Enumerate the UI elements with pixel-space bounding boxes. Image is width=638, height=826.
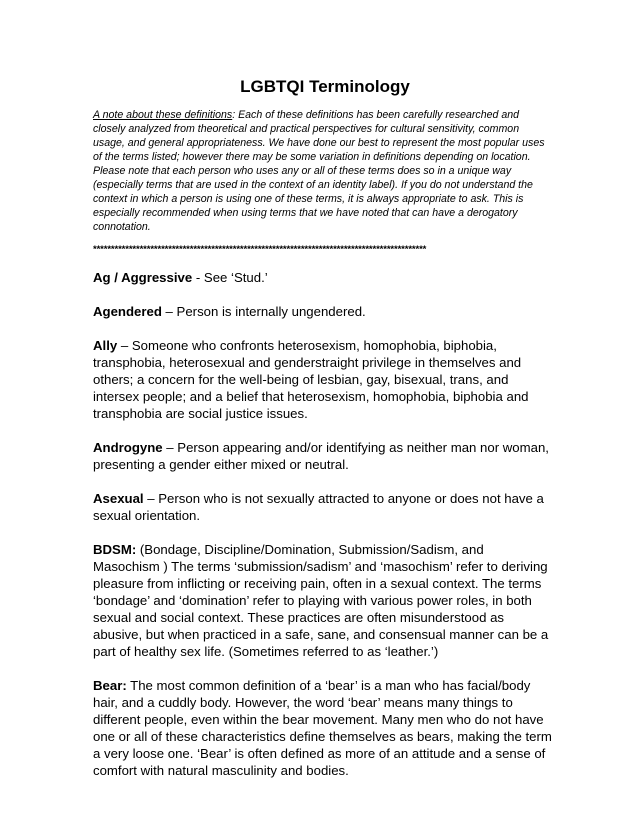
term-definition: – Person who is not sexually attracted to anyone or does not have a sexual orientation. [93, 491, 544, 523]
term-name: Bear: [93, 678, 127, 693]
term-definition: The most common definition of a ‘bear’ is a man who has facial/body hair, and a cuddly body. However, the word ‘bear’ means many things to different people, even within the bear movement. Many men who do not have one or all of these characteristics define themselves as bears, making the term a very loose one. ‘Bear’ is often defined as more of an attitude and a sense of comfort with natural masculinity and bodies. [93, 678, 552, 778]
term-entry-bdsm [93, 541, 553, 660]
definitions-note [93, 108, 553, 234]
note-body: Each of these definitions has been carefully researched and closely analyzed from theoretical and practical perspectives for cultural sensitivity, common usage, and general appropriateness. We have done our best to represent the most popular uses of the terms listed; however there may be some variation in definitions depending on location. Please note that each person who uses any or all of these terms does so in a unique way (especially terms that are used in the context of an identity label). If you do not understand the context in which a person is using one of these terms, it is always appropriate to ask. This is especially recommended when using terms that we have noted that can have a derogatory connotation. [93, 109, 545, 233]
term-definition: – Person is internally ungendered. [161, 304, 366, 319]
term-entry-bear [93, 677, 553, 779]
term-definition: – Someone who confronts heterosexism, homophobia, biphobia, transphobia, heterosexual and genderstraight privilege in themselves and others; a concern for the well-being of lesbian, gay, bisexual, trans, and intersex people; and a belief that heterosexism, homophobia, biphobia and transphobia are social justice issues. [93, 338, 529, 421]
term-definition: – Person appearing and/or identifying as neither man nor woman, presenting a gender either mixed or neutral. [93, 440, 549, 472]
term-name: Androgyne [93, 440, 163, 455]
term-name: Agendered [93, 304, 162, 319]
term-definition: (Bondage, Discipline/Domination, Submission/Sadism, and Masochism ) The terms ‘submission/sadism’ and ‘masochism’ refer to deriving pleasure from inflicting or receiving pain, often in a sexual context. The terms ‘bondage’ and ‘domination’ refer to playing with various power roles, in both sexual and social context. These practices are often misunderstood as abusive, but when practiced in a safe, sane, and consensual manner can be a part of healthy sex life. (Sometimes referred to as ‘leather.’) [93, 542, 549, 659]
term-name: Ag / Aggressive [93, 270, 193, 285]
term-entry-ag-aggressive [93, 269, 553, 286]
term-entry-ally [93, 337, 553, 422]
document-page [93, 76, 553, 796]
term-entry-agendered [93, 303, 553, 320]
term-name: Ally [93, 338, 118, 353]
term-name: Asexual [93, 491, 144, 506]
term-definition: - See ‘Stud.’ [192, 270, 268, 285]
note-lead: A note about these definitions [93, 109, 233, 121]
asterisk-separator: ********************************************************************************************* [93, 244, 427, 255]
document-title: LGBTQI Terminology [240, 77, 410, 96]
term-entry-asexual [93, 490, 553, 524]
term-entry-androgyne [93, 439, 553, 473]
note-colon: : [232, 109, 236, 121]
term-name: BDSM: [93, 542, 137, 557]
